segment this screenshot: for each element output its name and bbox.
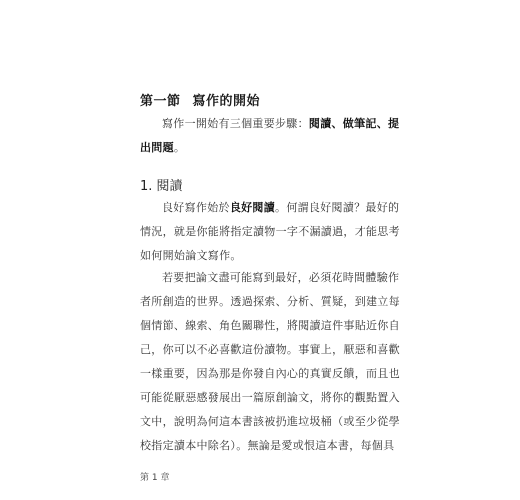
section-number: 第一節 bbox=[140, 94, 181, 109]
intro-text: 寫作一開始有三個重要步驟： bbox=[162, 117, 309, 130]
para1-line-2: 情況，就是你能將指定讀物一字不漏讀過，才能思考 bbox=[140, 225, 400, 238]
para2-line: 若要把論文盡可能寫到最好，必須花時間體驗作 bbox=[162, 271, 400, 284]
para2-line: 個情節、線索、角色關聯性，將閱讀這件事貼近你自 bbox=[140, 319, 400, 332]
para2-line: 校指定讀本中除名）。無論是愛或恨這本書，每個具 bbox=[140, 439, 395, 452]
section-title bbox=[140, 90, 260, 109]
heading-reading: 1. 閱讀 bbox=[140, 179, 183, 194]
para1-line-1 bbox=[140, 196, 400, 220]
intro-line-1 bbox=[140, 112, 400, 136]
para1-line-3: 如何開始論文寫作。 bbox=[140, 249, 242, 262]
intro-punct: 。 bbox=[173, 141, 186, 154]
chapter-footer: 第 1 章 bbox=[140, 473, 170, 483]
para2-line: 一樣重要，因為那是你發自內心的真實反饋，而且也 bbox=[140, 367, 400, 380]
intro-line-2 bbox=[140, 136, 380, 160]
para1-text: 良好寫作始於 bbox=[162, 201, 230, 214]
reading-paragraph-1 bbox=[140, 196, 400, 268]
intro-emphasis-end: 出問題 bbox=[140, 141, 174, 154]
para2-line: 可能從厭惡感發展出一篇原創論文，將你的觀點置入 bbox=[140, 391, 400, 404]
para2-line: 者所創造的世界。透過探索、分析、質疑，到建立每 bbox=[140, 295, 400, 308]
para1-text-cont: 。何謂良好閱讀？最好的 bbox=[275, 201, 400, 214]
intro-emphasis: 閱讀、做筆記、提 bbox=[308, 117, 400, 130]
intro-paragraph bbox=[140, 112, 400, 160]
section-name: 寫作的開始 bbox=[192, 94, 261, 109]
para2-line: 己，你可以不必喜歡這份讀物。事實上，厭惡和喜歡 bbox=[140, 343, 400, 356]
para2-line: 文中，說明為何這本書該被扔進垃圾桶（或至少從學 bbox=[140, 415, 400, 428]
para1-emphasis: 良好閱讀 bbox=[229, 201, 276, 214]
reading-paragraph-2 bbox=[140, 266, 400, 458]
